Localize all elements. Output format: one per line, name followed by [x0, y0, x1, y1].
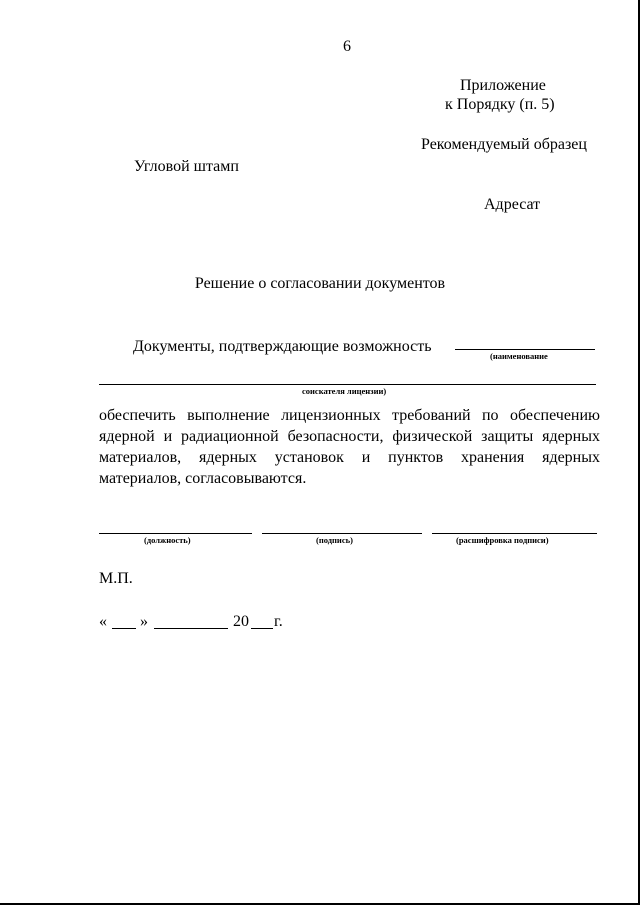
- name-blank-line: [455, 349, 595, 350]
- date-year-blank: [251, 628, 273, 629]
- date-year-prefix: 20: [233, 613, 249, 630]
- recommended-sample-label: Рекомендуемый образец: [421, 136, 587, 153]
- appendix-reference: к Порядку (п. 5): [445, 96, 555, 113]
- date-month-blank: [154, 628, 228, 629]
- transcript-blank-line: [432, 533, 597, 534]
- position-blank-line: [99, 533, 252, 534]
- name-hint: (наименование: [490, 351, 548, 361]
- applicant-blank-line: [99, 384, 596, 385]
- addressee-label: Адресат: [484, 196, 541, 213]
- appendix-label: Приложение: [460, 77, 546, 94]
- applicant-hint: соискателя лицензии): [302, 386, 387, 396]
- transcript-hint: (расшифровка подписи): [456, 535, 549, 545]
- signature-hint: (подпись): [316, 535, 353, 545]
- body-text: обеспечить выполнение лицензионных требований по обеспечению ядерной и радиационной безопасности, физической защиты ядерных материалов, ядерных установок и пунктов хранения ядерных материалов, согласовываются.: [99, 407, 600, 487]
- document-title: Решение о согласовании документов: [194, 275, 446, 292]
- date-day-blank: [112, 628, 136, 629]
- position-hint: (должность): [144, 535, 191, 545]
- documents-prefix-text: Документы, подтверждающие возможность: [133, 338, 432, 355]
- page-number: 6: [343, 38, 351, 55]
- seal-place-label: М.П.: [99, 570, 133, 587]
- date-close-quote: »: [140, 613, 148, 630]
- corner-stamp-label: Угловой штамп: [134, 158, 239, 175]
- date-open-quote: «: [99, 613, 107, 630]
- signature-blank-line: [262, 533, 422, 534]
- date-year-suffix: г.: [274, 613, 283, 630]
